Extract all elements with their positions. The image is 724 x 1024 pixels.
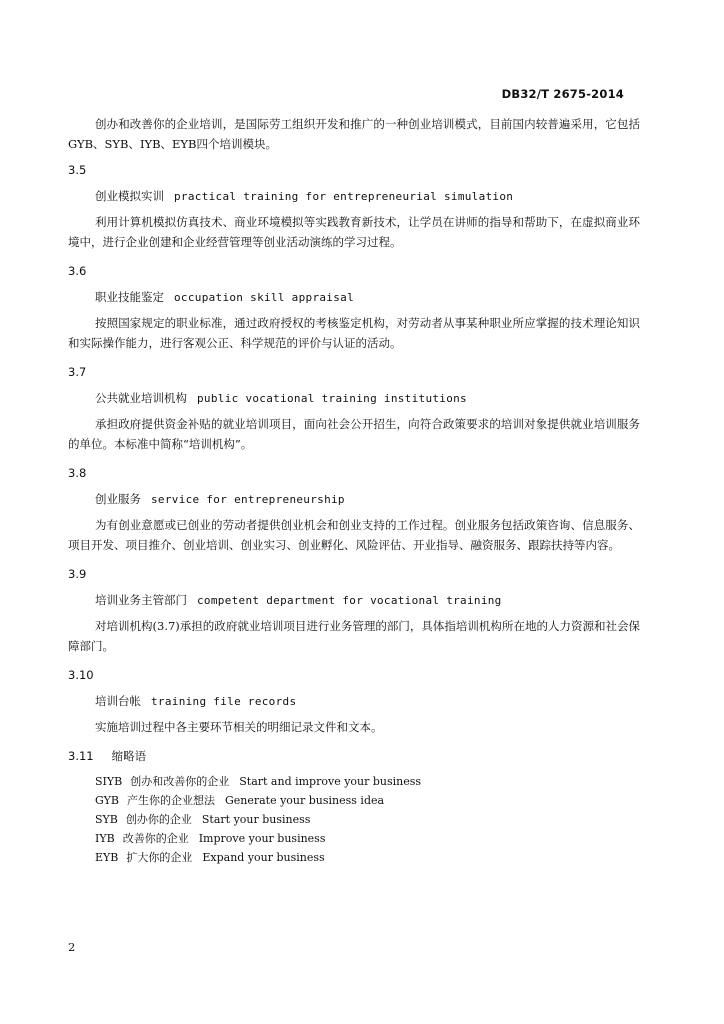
abbr-code: SIYB [95, 775, 123, 788]
abbr-en: Generate your business idea [224, 794, 385, 807]
term-zh: 公共就业培训机构 [95, 391, 187, 405]
term-en: public vocational training institutions [197, 392, 467, 405]
abbr-en: Start your business [201, 813, 311, 826]
abbr-code: EYB [95, 851, 119, 864]
abbr-zh: 创办你的企业 [125, 813, 192, 826]
section-3-9 [68, 564, 640, 656]
section-number: 3.8 [68, 466, 87, 480]
term-en: occupation skill appraisal [174, 291, 354, 304]
list-item [95, 772, 640, 791]
term-en: training file records [151, 695, 297, 708]
abbr-code: GYB [95, 794, 119, 807]
section-number: 3.9 [68, 567, 87, 581]
abbr-en: Improve your business [198, 832, 326, 845]
section-number: 3.5 [68, 163, 87, 177]
abbr-zh: 产生你的企业想法 [126, 794, 215, 807]
section-number: 3.10 [68, 668, 94, 682]
document-code: DB32/T 2675-2014 [501, 87, 624, 101]
abbreviations-title: 缩略语 [111, 749, 147, 763]
abbreviations-heading [68, 746, 640, 766]
section-number: 3.11 [68, 749, 94, 763]
term-zh: 创业模拟实训 [95, 189, 164, 203]
list-item [95, 791, 640, 810]
list-item [95, 848, 640, 867]
term-en: competent department for vocational training [197, 594, 502, 607]
list-item [95, 810, 640, 829]
section-number: 3.6 [68, 264, 87, 278]
term-definition: 按照国家规定的职业标准，通过政府授权的考核鉴定机构，对劳动者从事某种职业所应掌握的技术理论知识和实际操作能力，进行客观公正、科学规范的评价与认证的活动。 [68, 316, 640, 350]
list-item [95, 829, 640, 848]
page-content [68, 114, 640, 867]
section-3-7 [68, 362, 640, 454]
section-3-8 [68, 463, 640, 555]
term-zh: 培训业务主管部门 [95, 593, 187, 607]
term-definition: 实施培训过程中各主要环节相关的明细记录文件和文本。 [95, 720, 383, 734]
section-3-11 [68, 746, 640, 867]
term-definition: 对培训机构(3.7)承担的政府就业培训项目进行业务管理的部门，具体指培训机构所在地的人力资源和社会保障部门。 [68, 619, 640, 653]
abbr-zh: 扩大你的企业 [126, 851, 193, 864]
term-heading [68, 691, 640, 711]
abbr-zh: 改善你的企业 [122, 832, 189, 845]
section-number: 3.7 [68, 365, 87, 379]
term-zh: 职业技能鉴定 [95, 290, 164, 304]
page-number: 2 [68, 940, 76, 954]
term-heading [68, 186, 640, 206]
term-heading [68, 287, 640, 307]
term-heading [68, 388, 640, 408]
term-zh: 创业服务 [95, 492, 141, 506]
term-definition: 承担政府提供资金补贴的就业培训项目，面向社会公开招生，向符合政策要求的培训对象提供就业培训服务的单位。本标准中简称“培训机构”。 [68, 417, 640, 451]
term-en: service for entrepreneurship [151, 493, 345, 506]
abbreviation-list [68, 772, 640, 867]
term-en: practical training for entrepreneurial simulation [174, 190, 514, 203]
abbr-en: Start and improve your business [239, 775, 422, 788]
abbr-en: Expand your business [202, 851, 325, 864]
abbr-code: SYB [95, 813, 118, 826]
abbr-zh: 创办和改善你的企业 [130, 775, 230, 788]
abbr-code: IYB [95, 832, 115, 845]
term-definition: 为有创业意愿或已创业的劳动者提供创业机会和创业支持的工作过程。创业服务包括政策咨询、信息服务、项目开发、项目推介、创业培训、创业实习、创业孵化、风险评估、开业指导、融资服务、跟踪扶持等内容。 [68, 518, 640, 552]
term-zh: 培训台帐 [95, 694, 141, 708]
intro-paragraph: 创办和改善你的企业培训，是国际劳工组织开发和推广的一种创业培训模式，目前国内较普遍采用，它包括GYB、SYB、IYB、EYB四个培训模块。 [68, 117, 640, 151]
section-3-10 [68, 665, 640, 737]
section-3-6 [68, 261, 640, 353]
section-3-5 [68, 160, 640, 252]
term-definition: 利用计算机模拟仿真技术、商业环境模拟等实践教育新技术，让学员在讲师的指导和帮助下，在虚拟商业环境中，进行企业创建和企业经营管理等创业活动演练的学习过程。 [68, 215, 640, 249]
term-heading [68, 590, 640, 610]
term-heading [68, 489, 640, 509]
